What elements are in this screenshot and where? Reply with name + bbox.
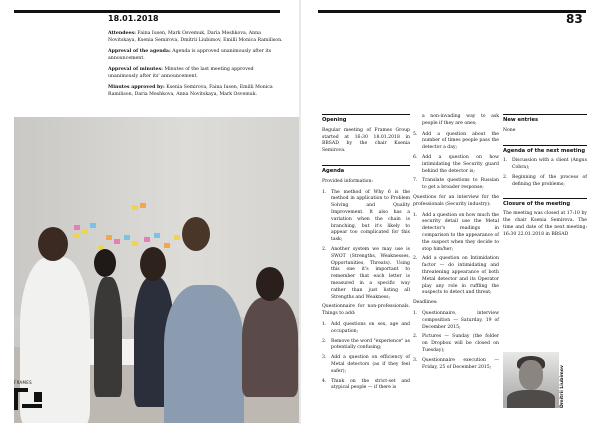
list-item: 2. Another system we may use is SWOT (Strengths, Weaknesses, Opportunities, Threats). Using this one it's important to remember that each letter is measured in a specific way rather than just listing all Strengths and Weakness; [322,246,410,300]
list-item: 6. Add a question on how intimidating the Security guard behind the detector is; [413,154,499,174]
portrait-photo [503,352,559,408]
column-2 [413,114,499,374]
list-item: 1. Add a question on how much the security detail use the Metal detector's readings in comparison to the appearance of the suspect when they decide to stop him/her; [413,212,499,252]
opening-title: Opening [322,114,410,124]
opening-text: Regular meeting of Frames Group started at 16:30 18.01.2018 in BBSAD by the chair Ksenia Semirova. [322,127,410,154]
agenda-approval-text: Agenda is approved unanimously after its announcement. [108,49,272,61]
closure-title: Closure of the meeting [503,198,587,208]
deadlines-list [413,311,499,371]
professionals-list [413,213,499,298]
agenda-title: Agenda [322,165,410,175]
questionnaire-label: Questionnaire for non-professionals. Things to add: [322,304,410,317]
minutes-approval-paragraph [108,66,284,80]
questionnaire-list-continued [413,132,499,192]
attendees-text: Faina Iusen, Mark Osvemuk, Daria Meshkova, Anna Novitskaya, Ksenia Semirova, Dmitrii Liubimov, Emilli Monica Ramilison. [108,31,283,43]
list-item: 3. Add a question on efficiency of Metal detectors (as if they feel safer); [322,355,410,374]
list-item: 2. Pictures — Sunday (the folder on Dropbox will be closed on Tuesday); [413,334,499,353]
attendees-label: Attendees: [108,31,136,36]
closure-text: The meeting was closed at 17:10 by the chair Ksenia Semirova. The time and date of the next meeting: 16:30 22.01.2018 in BBSAD [503,211,587,237]
meeting-date: 18.01.2018 [108,14,159,23]
agenda-approval-paragraph [108,48,284,62]
list-item: 1. The method of Why 6 is the method in application to Problem Solving and Quality Improvement. It also has a variation when the chain is branching, but it's likely to appear too complicated for this task; [322,189,410,243]
frames-label: FRAMES [14,380,32,385]
minutes-approved-by-paragraph [108,84,284,98]
list-item: 7. Translate questions to Russian to get a broader response; [413,178,499,191]
list-item: 4. Think on the strict-set and atypical people — if there is [322,378,410,391]
list-item: 2. Add a question on Intimidation factor — do intimidating and threatening appearance of both Metal detector and its Operator play any role in ruffling the suspects to detect and threat; [413,256,499,296]
next-agenda-list [503,158,587,188]
header-rule-right [318,10,586,13]
new-entries-text: None [503,127,516,133]
column-1 [322,114,410,395]
list-item: 2. Beginning of the process of defining the problems; [503,174,587,187]
list-item: 1. Discussion with a client (Angus Cobra); [503,158,587,171]
list-item: 1. Questionnaire, interview composition — Saturday, 19 of December 2015; [413,310,499,330]
minutes-approved-by-label: Minutes approved by: [108,85,165,90]
minutes-approval-text: Minutes of the last meeting approved unanimously after its' announcement. [108,67,254,79]
attendees-paragraph [108,30,284,44]
questionnaire-list [322,322,410,392]
header-rule-left [14,10,280,13]
professionals-label: Questions for an interview for the professionals (Security industry): [413,194,499,207]
list-item: 3. Questionnaire execution — Friday, 25 of December 2015; [413,357,499,370]
new-entries-title: New entries [503,114,587,124]
agenda-approval-label: Approval of the agenda: [108,49,171,54]
continuation-text: a non-invading way to ask people if they are ones; [422,114,499,126]
minutes-approved-by-text: Ksenia Semirova, Faina Iusen, Emilli Monica Ramilison, Daria Meshkova, Anna Novitskaya, Mark Osvemuk. [108,85,273,97]
deadlines-label: Deadlines: [413,300,438,306]
list-item: 5. Add a question about the number of times people pass the detector a day; [413,131,499,151]
column-3 [503,114,587,243]
meeting-photo [14,117,301,423]
frames-logo-icon [14,388,44,410]
page-gutter [299,0,301,424]
next-agenda-title: Agenda of the next meeting [503,145,587,155]
agenda-list [322,190,410,302]
agenda-subtitle: Provided information: [322,178,373,184]
page-number: 83 [566,12,583,26]
list-item: 1. Add questions on sex, age and occupation; [322,321,410,334]
minutes-approval-label: Approval of minutes: [108,67,163,72]
portrait-caption: Dmitrii Liubimov [560,365,565,408]
meeting-info [108,30,284,102]
list-item: 2. Remove the word "experience" as potentially confusing; [322,338,410,351]
